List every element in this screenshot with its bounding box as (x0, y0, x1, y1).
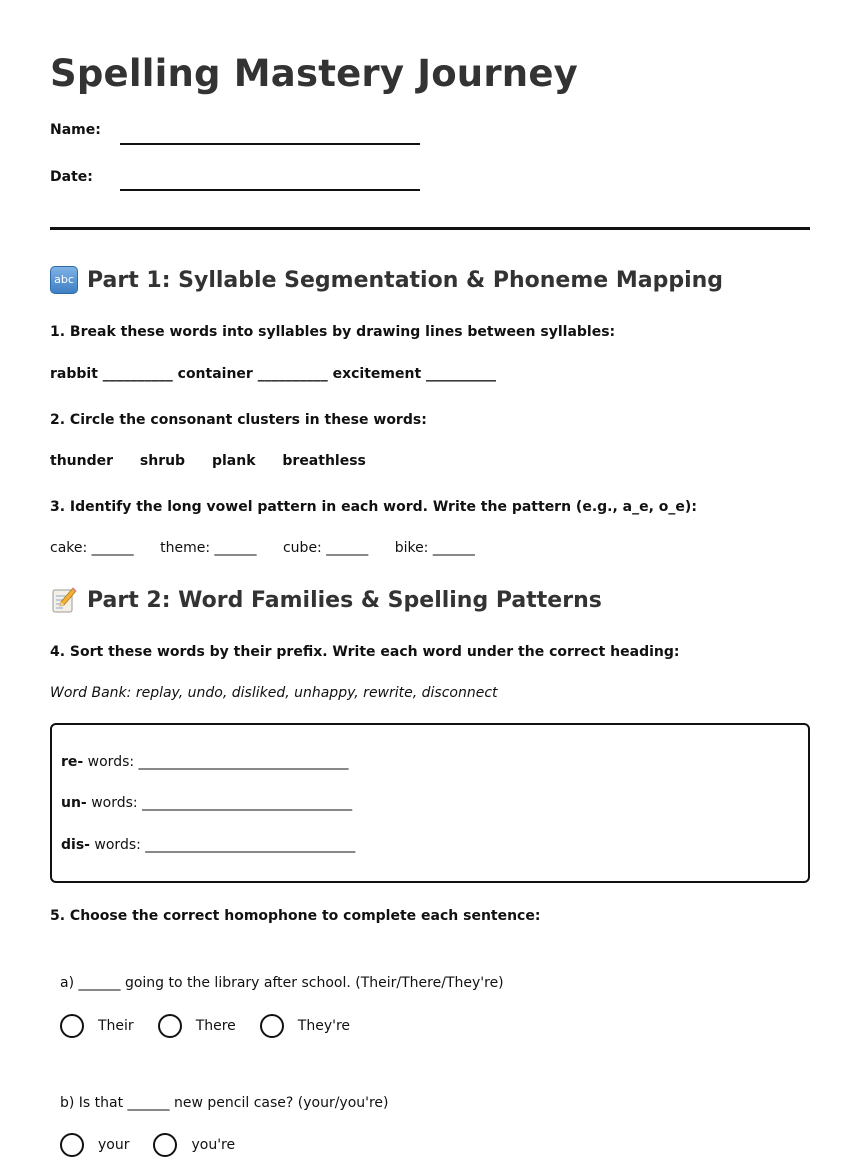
question-2-prompt: 2. Circle the consonant clusters in these words: (50, 412, 427, 428)
name-field[interactable] (120, 143, 420, 145)
option-label[interactable]: you're (191, 1137, 236, 1153)
date-field[interactable] (120, 189, 420, 191)
question-2-words (50, 453, 388, 469)
part1-heading (50, 266, 723, 294)
vowel-item-cube[interactable]: cube: ______ (282, 540, 369, 556)
sort-row-text: words: ______________________________ (86, 795, 353, 811)
cluster-word-thunder[interactable]: thunder (50, 453, 114, 469)
radio-theyre[interactable] (260, 1014, 284, 1038)
vowel-item-bike[interactable]: bike: ______ (394, 540, 475, 556)
question-4-prompt: 4. Sort these words by their prefix. Write each word under the correct heading: (50, 644, 680, 660)
question-3-prompt: 3. Identify the long vowel pattern in each word. Write the pattern (e.g., a_e, o_e): (50, 499, 697, 515)
header-divider (50, 227, 810, 230)
question-5b-sentence: b) Is that ______ new pencil case? (your/you're) (60, 1095, 389, 1111)
page-title: Spelling Mastery Journey (50, 52, 578, 95)
sort-row-re[interactable] (61, 754, 349, 770)
radio-your[interactable] (60, 1133, 84, 1157)
part1-heading-text: Part 1: Syllable Segmentation & Phoneme Mapping (87, 267, 724, 293)
question-5b-options (60, 1133, 259, 1157)
question-5a-options (60, 1014, 374, 1038)
option-label[interactable]: They're (297, 1018, 351, 1034)
syllable-item-rabbit[interactable]: rabbit __________ (50, 366, 173, 382)
radio-there[interactable] (158, 1014, 182, 1038)
syllable-item-container[interactable]: container __________ (177, 366, 328, 382)
radio-their[interactable] (60, 1014, 84, 1038)
sort-row-dis[interactable] (61, 837, 355, 853)
prefix-label: re- (61, 754, 84, 770)
question-3-items (50, 540, 497, 556)
question-1-prompt: 1. Break these words into syllables by drawing lines between syllables: (50, 324, 616, 340)
question-5-prompt: 5. Choose the correct homophone to complete each sentence: (50, 908, 541, 924)
word-bank: Word Bank: replay, undo, disliked, unhappy, rewrite, disconnect (50, 685, 498, 701)
memo-icon (50, 586, 78, 614)
question-1-items (50, 366, 496, 382)
option-label[interactable]: Their (98, 1018, 134, 1034)
option-label[interactable]: There (195, 1018, 236, 1034)
cluster-word-plank[interactable]: plank (211, 453, 256, 469)
prefix-sort-box (50, 723, 810, 883)
sort-row-text: words: ______________________________ (83, 754, 349, 770)
sort-row-text: words: ______________________________ (89, 837, 356, 853)
cluster-word-breathless[interactable]: breathless (282, 453, 366, 469)
syllable-item-excitement[interactable]: excitement __________ (332, 366, 497, 382)
part2-heading-text: Part 2: Word Families & Spelling Patterns (87, 587, 602, 613)
abc-icon: abc (50, 266, 78, 294)
date-label: Date: (50, 169, 93, 185)
name-label: Name: (50, 122, 101, 138)
part2-heading (50, 586, 602, 614)
question-5a-sentence: a) ______ going to the library after school. (Their/There/They're) (60, 975, 504, 991)
prefix-label: un- (61, 795, 87, 811)
option-label[interactable]: your (98, 1137, 130, 1153)
cluster-word-shrub[interactable]: shrub (139, 453, 186, 469)
radio-youre[interactable] (153, 1133, 177, 1157)
prefix-label: dis- (61, 837, 90, 853)
vowel-item-theme[interactable]: theme: ______ (160, 540, 257, 556)
vowel-item-cake[interactable]: cake: ______ (50, 540, 134, 556)
sort-row-un[interactable] (61, 795, 352, 811)
